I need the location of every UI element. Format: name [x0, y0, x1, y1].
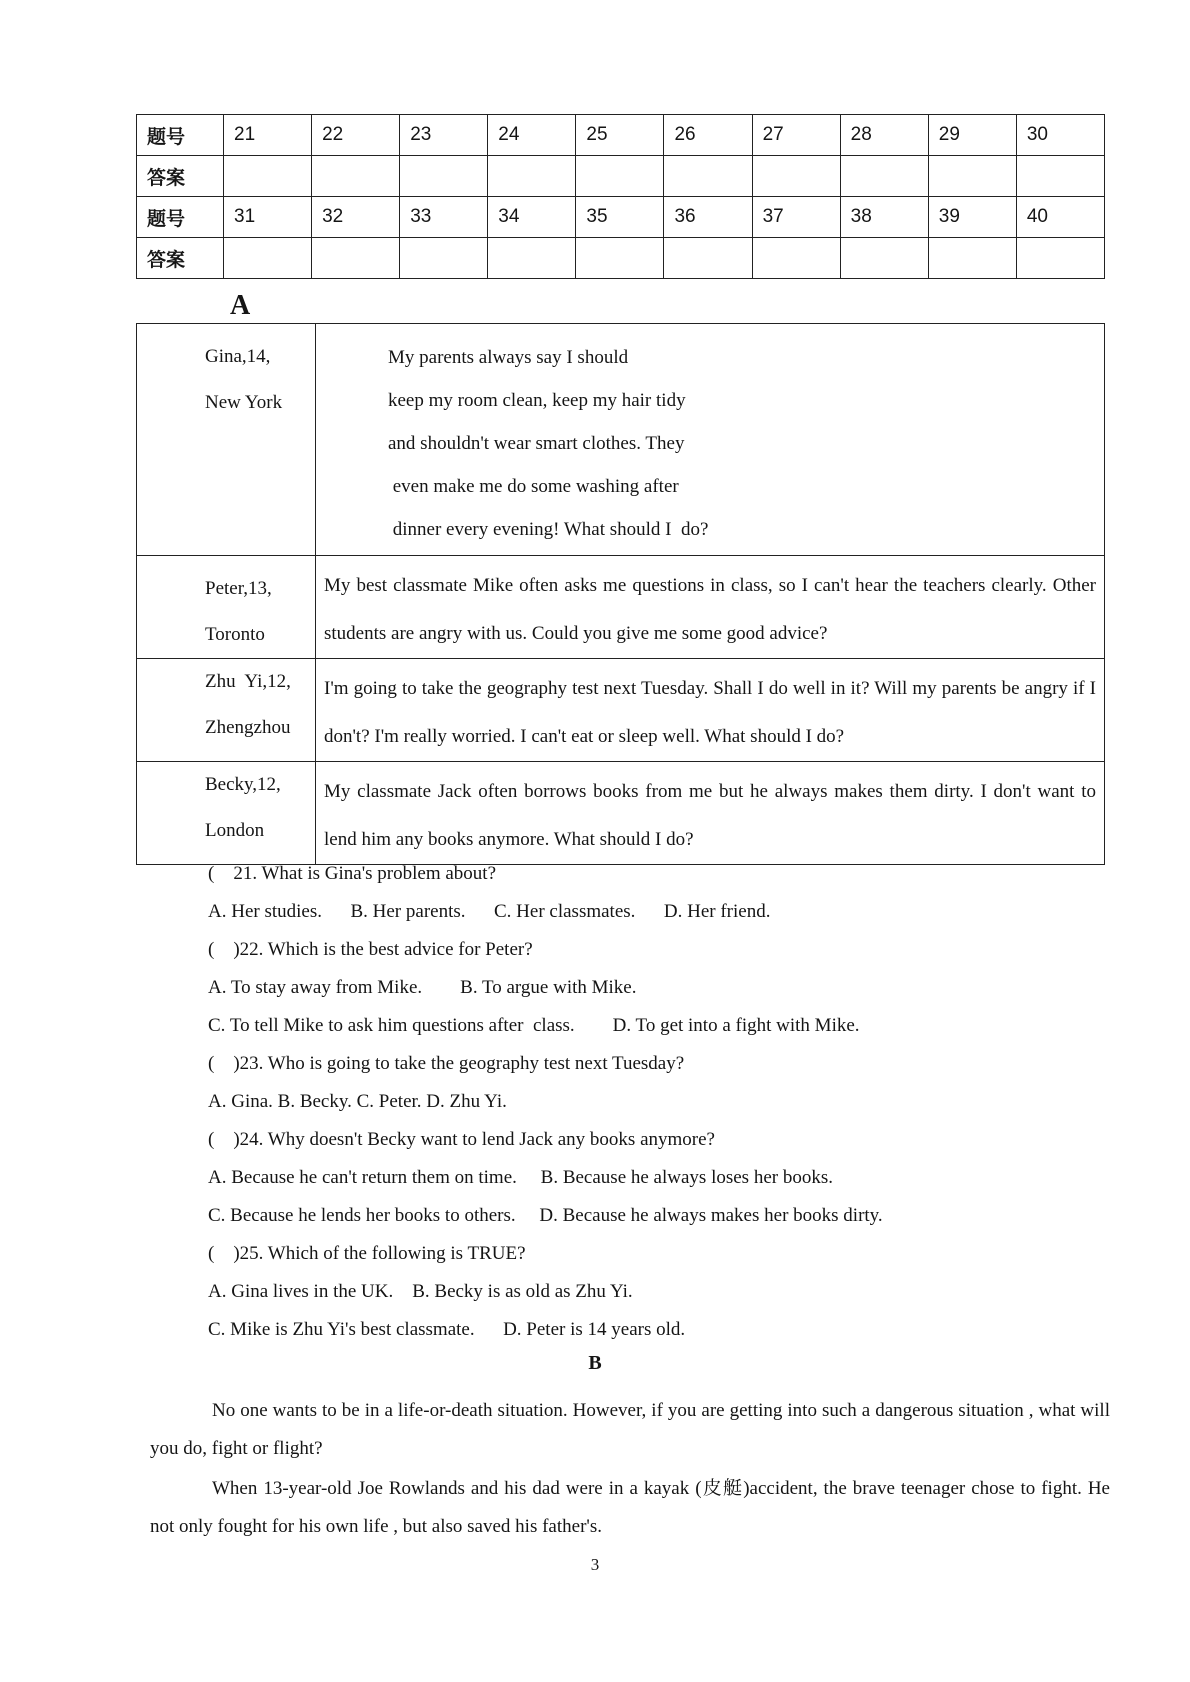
- writer-city: Zhengzhou: [205, 717, 291, 738]
- question-options-22-ab: A. To stay away from Mike. B. To argue with Mike.: [208, 977, 637, 998]
- question-number-cell: 25: [576, 115, 664, 156]
- question-number-cell: 39: [928, 197, 1016, 238]
- row-header-number: 题号: [137, 115, 224, 156]
- row-header-number: 题号: [137, 197, 224, 238]
- writer-cell: [137, 659, 316, 762]
- question-stem-24: ( )24. Why doesn't Becky want to lend Jack any books anymore?: [208, 1129, 715, 1150]
- question-number-cell: 22: [312, 115, 400, 156]
- question-number-cell: 29: [928, 115, 1016, 156]
- letter-text: My classmate Jack often borrows books from me but he always makes them dirty. I don't want to lend him any books anymore. What should I do?: [316, 762, 1105, 865]
- question-number-cell: 26: [664, 115, 752, 156]
- letter-row-gina: [137, 324, 1105, 556]
- letter-line: even make me do some washing after: [388, 476, 679, 497]
- question-number-cell: 28: [840, 115, 928, 156]
- question-number-cell: 40: [1016, 197, 1104, 238]
- writer-name: Zhu Yi,12,: [205, 671, 291, 692]
- answer-cell[interactable]: [312, 156, 400, 197]
- answer-grid-number-row: [137, 197, 1105, 238]
- answer-cell[interactable]: [840, 156, 928, 197]
- question-number-cell: 27: [752, 115, 840, 156]
- answer-cell[interactable]: [224, 238, 312, 279]
- answer-cell[interactable]: [488, 156, 576, 197]
- question-number-cell: 38: [840, 197, 928, 238]
- letter-row-becky: [137, 762, 1105, 865]
- row-header-answer: 答案: [137, 238, 224, 279]
- answer-cell[interactable]: [664, 156, 752, 197]
- answer-cell[interactable]: [752, 238, 840, 279]
- question-number-cell: 34: [488, 197, 576, 238]
- answer-grid-number-row: [137, 115, 1105, 156]
- question-number-cell: 33: [400, 197, 488, 238]
- section-b-heading: B: [588, 1352, 602, 1374]
- letter-line: and shouldn't wear smart clothes. They: [388, 433, 685, 454]
- answer-cell[interactable]: [840, 238, 928, 279]
- question-number-cell: 23: [400, 115, 488, 156]
- letter-line: keep my room clean, keep my hair tidy: [388, 390, 686, 411]
- question-options-21: A. Her studies. B. Her parents. C. Her classmates. D. Her friend.: [208, 901, 771, 922]
- letter-row-zhu-yi: [137, 659, 1105, 762]
- page-number: 3: [590, 1555, 600, 1574]
- writer-city: London: [205, 820, 265, 841]
- letter-line: dinner every evening! What should I do?: [388, 519, 709, 540]
- passage-paragraph: No one wants to be in a life-or-death situation. However, if you are getting into such a dangerous situation , what will you do, fight or flight?: [150, 1400, 1110, 1459]
- answer-cell[interactable]: [576, 156, 664, 197]
- question-stem-22: ( )22. Which is the best advice for Peter?: [208, 939, 533, 960]
- answer-cell[interactable]: [664, 238, 752, 279]
- question-options-22-cd: C. To tell Mike to ask him questions after class. D. To get into a fight with Mike.: [208, 1015, 860, 1036]
- answer-cell[interactable]: [312, 238, 400, 279]
- passage-paragraph: When 13-year-old Joe Rowlands and his dad were in a kayak (皮艇)accident, the brave teenager chose to fight. He not only fought for his own life , but also saved his father's.: [150, 1478, 1110, 1537]
- answer-cell[interactable]: [224, 156, 312, 197]
- letter-text: My best classmate Mike often asks me questions in class, so I can't hear the teachers clearly. Other students are angry with us. Could you give me some good advice?: [316, 556, 1105, 659]
- writer-cell: [137, 762, 316, 865]
- answer-grid-answer-row: [137, 156, 1105, 197]
- question-number-cell: 24: [488, 115, 576, 156]
- question-options-23: A. Gina. B. Becky. C. Peter. D. Zhu Yi.: [208, 1091, 507, 1112]
- answer-grid: [136, 114, 1105, 279]
- question-number-cell: 36: [664, 197, 752, 238]
- answer-cell[interactable]: [752, 156, 840, 197]
- letter-line: My parents always say I should: [388, 347, 629, 368]
- answer-cell[interactable]: [576, 238, 664, 279]
- question-number-cell: 21: [224, 115, 312, 156]
- writer-name: Becky,12,: [205, 774, 281, 795]
- question-stem-23: ( )23. Who is going to take the geography test next Tuesday?: [208, 1053, 685, 1074]
- question-options-24-ab: A. Because he can't return them on time. B. Because he always loses her books.: [208, 1167, 833, 1188]
- row-header-answer: 答案: [137, 156, 224, 197]
- question-number-cell: 37: [752, 197, 840, 238]
- question-stem-21: ( 21. What is Gina's problem about?: [208, 863, 497, 884]
- section-a-heading: A: [230, 290, 251, 321]
- answer-grid-answer-row: [137, 238, 1105, 279]
- writer-cell: [137, 324, 316, 556]
- question-options-25-ab: A. Gina lives in the UK. B. Becky is as old as Zhu Yi.: [208, 1281, 633, 1302]
- letters-table: [136, 323, 1105, 865]
- question-number-cell: 31: [224, 197, 312, 238]
- answer-cell[interactable]: [928, 156, 1016, 197]
- question-number-cell: 32: [312, 197, 400, 238]
- writer-city: Toronto: [205, 624, 265, 645]
- question-options-25-cd: C. Mike is Zhu Yi's best classmate. D. Peter is 14 years old.: [208, 1319, 686, 1340]
- answer-cell[interactable]: [400, 238, 488, 279]
- answer-cell[interactable]: [1016, 156, 1104, 197]
- writer-name: Peter,13,: [205, 578, 272, 599]
- answer-cell[interactable]: [488, 238, 576, 279]
- question-number-cell: 35: [576, 197, 664, 238]
- writer-city: New York: [205, 392, 283, 413]
- letter-text: I'm going to take the geography test next Tuesday. Shall I do well in it? Will my parents be angry if I don't? I'm really worried. I can't eat or sleep well. What should I do?: [316, 659, 1105, 762]
- letter-text: [316, 324, 1105, 556]
- answer-cell[interactable]: [400, 156, 488, 197]
- letter-row-peter: [137, 556, 1105, 659]
- question-options-24-cd: C. Because he lends her books to others. D. Because he always makes her books dirty.: [208, 1205, 883, 1226]
- question-number-cell: 30: [1016, 115, 1104, 156]
- question-stem-25: ( )25. Which of the following is TRUE?: [208, 1243, 526, 1264]
- writer-name: Gina,14,: [205, 346, 271, 367]
- answer-cell[interactable]: [928, 238, 1016, 279]
- writer-cell: [137, 556, 316, 659]
- answer-cell[interactable]: [1016, 238, 1104, 279]
